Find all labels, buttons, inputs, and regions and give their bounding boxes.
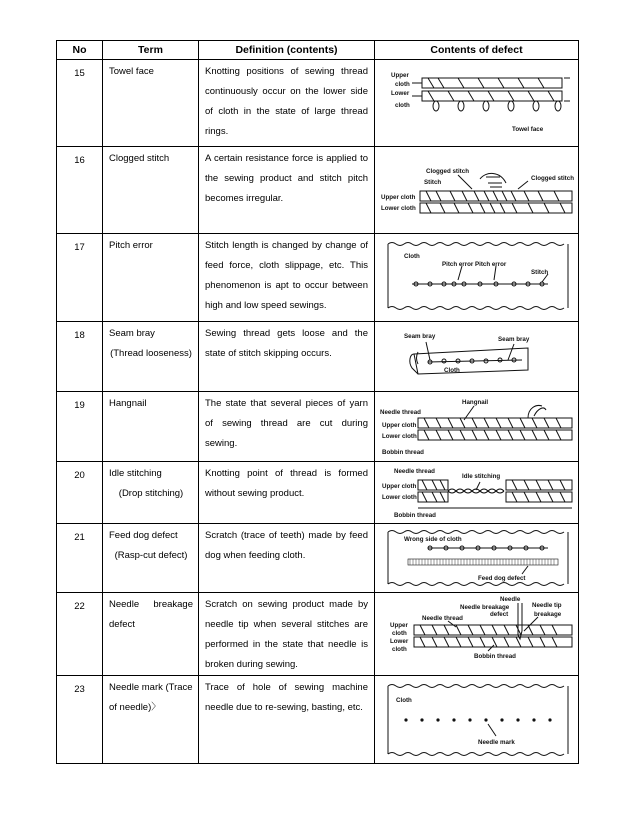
label-wrong-side: Wrong side of cloth: [404, 536, 462, 543]
label-lower-cloth: Lower cloth: [381, 205, 416, 212]
table-row: [57, 234, 579, 322]
defect-illustration: [375, 524, 579, 593]
label-upper-cloth: Upper cloth: [382, 483, 417, 490]
table-row: [57, 462, 579, 524]
defect-illustration: [375, 392, 579, 462]
defect-illustration: [375, 147, 579, 234]
label-pitch-error: Pitch error Pitch error: [442, 261, 507, 268]
label-upper-cloth: Upper cloth: [382, 422, 417, 429]
needle-mark-diagram: [378, 678, 576, 760]
label-needle-thread: Needle thread: [422, 615, 463, 622]
label-cloth: cloth: [392, 630, 407, 637]
label-bobbin-thread: Bobbin thread: [394, 512, 436, 519]
label-needle-breakage: Needle breakage: [460, 604, 510, 611]
header-no: No: [57, 41, 103, 60]
defect-illustration: [375, 322, 579, 392]
label-cloth: cloth: [395, 81, 410, 88]
row-no: 19: [57, 392, 103, 462]
label-seam-bray: Seam bray: [498, 336, 530, 343]
hangnail-diagram: [378, 394, 576, 458]
label-upper: Upper: [391, 72, 409, 79]
label-stitch: Stitch: [424, 179, 442, 186]
row-definition: Stitch length is changed by change of feed force, cloth slippage, etc. This phenomenon is apt to occur between high and low speed sewings.: [205, 240, 368, 311]
label-idle-stitching: Idle stitching: [462, 473, 501, 480]
defect-illustration: [375, 234, 579, 322]
row-term-extra: (Drop stitching): [118, 488, 184, 499]
header-term: Term: [103, 41, 199, 60]
label-bobbin-thread: Bobbin thread: [474, 653, 516, 660]
label-upper-cloth: Upper cloth: [381, 194, 416, 201]
towel-face-diagram: [378, 62, 576, 143]
label-needle-tip: Needle tip: [532, 602, 562, 609]
row-definition: Knotting point of thread is formed without sewing product.: [205, 468, 368, 499]
seam-bray-diagram: [378, 324, 576, 388]
table-row: [57, 322, 579, 392]
row-term-extra: (Rasp-cut defect): [114, 550, 188, 561]
header-contents: Contents of defect: [375, 41, 579, 60]
label-breakage: breakage: [534, 611, 562, 618]
row-no: 17: [57, 234, 103, 322]
label-stitch: Stitch: [531, 269, 549, 276]
row-definition: Scratch (trace of teeth) made by feed dog when feeding cloth.: [205, 530, 368, 561]
row-no: 15: [57, 60, 103, 147]
row-no: 21: [57, 524, 103, 593]
label-lower-cloth: Lower cloth: [382, 494, 417, 501]
label-lower: Lower: [390, 638, 409, 645]
row-definition: Scratch on sewing product made by needle tip when several stitches are performed in the state that needle is broken during sewing.: [205, 599, 368, 670]
needle-breakage-diagram: [378, 595, 576, 661]
row-definition: The state that several pieces of yarn of sewing thread are cut during sewing.: [205, 398, 368, 449]
label-defect: defect: [490, 611, 509, 618]
row-term: Needle breakage defect: [109, 599, 193, 630]
row-term: Clogged stitch: [109, 153, 170, 164]
row-no: 18: [57, 322, 103, 392]
row-no: 23: [57, 676, 103, 764]
label-cloth: cloth: [392, 646, 407, 653]
feed-dog-defect-diagram: [378, 526, 576, 589]
label-lower-cloth: Lower cloth: [382, 433, 417, 440]
row-no: 20: [57, 462, 103, 524]
label-hangnail: Hangnail: [462, 399, 489, 406]
row-term: Seam bray: [109, 328, 155, 339]
label-feed-dog-defect: Feed dog defect: [478, 575, 526, 582]
defect-illustration: [375, 60, 579, 147]
label-cloth: Cloth: [396, 697, 412, 704]
header-definition: Definition (contents): [199, 41, 375, 60]
label-towel-face: Towel face: [512, 126, 544, 133]
label-clogged-stitch: Clogged stitch: [531, 175, 574, 182]
table-row: [57, 593, 579, 676]
row-term: Towel face: [109, 66, 154, 77]
row-term: Hangnail: [109, 398, 147, 409]
header-row: [57, 41, 579, 60]
label-seam-bray: Seam bray: [404, 333, 436, 340]
label-needle: Needle: [500, 596, 521, 603]
label-needle-thread: Needle thread: [394, 468, 435, 475]
table-row: [57, 524, 579, 593]
row-definition: Knotting positions of sewing thread continuously occur on the lower side of cloth in the state of large thread rings.: [205, 66, 368, 137]
label-needle-mark: Needle mark: [478, 739, 515, 746]
row-term: Pitch error: [109, 240, 153, 251]
label-clogged-stitch: Clogged stitch: [426, 168, 469, 175]
table-row: [57, 676, 579, 764]
row-no: 22: [57, 593, 103, 676]
row-no: 16: [57, 147, 103, 234]
defect-illustration: [375, 676, 579, 764]
table-row: [57, 60, 579, 147]
defect-table: [56, 40, 579, 764]
label-upper: Upper: [390, 622, 408, 629]
label-needle-thread: Needle thread: [380, 409, 421, 416]
label-cloth: Cloth: [404, 253, 420, 260]
label-bobbin-thread: Bobbin thread: [382, 449, 424, 456]
table-row: [57, 147, 579, 234]
label-lower: Lower: [391, 90, 410, 97]
pitch-error-diagram: [378, 236, 576, 318]
defect-illustration: [375, 593, 579, 676]
defect-illustration: [375, 462, 579, 524]
table-row: [57, 392, 579, 462]
row-definition: Trace of hole of sewing machine needle due to re-sewing, basting, etc.: [205, 682, 368, 713]
row-term-extra: (Thread looseness): [110, 348, 192, 359]
row-term: Needle mark (Trace of needle)〉: [109, 682, 193, 713]
row-definition: A certain resistance force is applied to the sewing product and stitch pitch becomes irregular.: [205, 153, 368, 204]
row-term: Feed dog defect: [109, 530, 178, 541]
label-cloth: Cloth: [444, 367, 460, 374]
row-term: Idle stitching: [109, 468, 162, 479]
row-definition: Sewing thread gets loose and the state of stitch skipping occurs.: [205, 328, 368, 359]
clogged-stitch-diagram: [378, 149, 576, 230]
idle-stitching-diagram: [378, 464, 576, 520]
label-cloth: cloth: [395, 102, 410, 109]
